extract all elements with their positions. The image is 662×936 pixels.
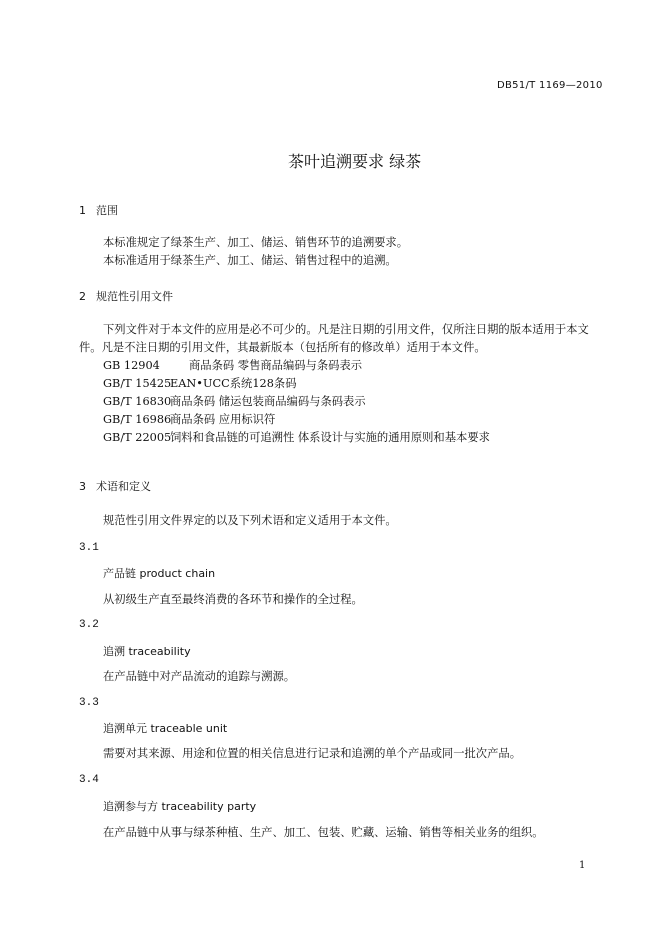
paragraph: 规范性引用文件界定的以及下列术语和定义适用于本文件。 bbox=[103, 514, 397, 527]
term-number: 3.2 bbox=[79, 619, 99, 631]
term-definition: 在产品链中对产品流动的追踪与溯源。 bbox=[103, 670, 296, 683]
reference-title: EAN•UCC系统128条码 bbox=[170, 377, 297, 390]
section-number: 2 bbox=[79, 290, 86, 303]
term-number: 3.3 bbox=[79, 697, 99, 709]
section-number: 1 bbox=[79, 204, 86, 217]
paragraph-line: 下列文件对于本文件的应用是必不可少的。凡是注日期的引用文件，仅所注日期的版本适用于本文 bbox=[103, 323, 589, 336]
reference-item bbox=[103, 375, 297, 391]
reference-title: 商品条码 储运包装商品编码与条码表示 bbox=[170, 395, 366, 408]
reference-item bbox=[103, 411, 275, 427]
section-number: 3 bbox=[79, 480, 86, 493]
page-title: 茶叶追溯要求 绿茶 bbox=[288, 152, 422, 171]
reference-item bbox=[103, 357, 362, 373]
section-title: 术语和定义 bbox=[96, 480, 151, 493]
reference-item bbox=[103, 393, 366, 409]
reference-code: GB 12904 bbox=[103, 359, 160, 372]
term-name: 追溯单元 traceable unit bbox=[103, 722, 228, 735]
term-definition: 在产品链中从事与绿茶种植、生产、加工、包装、贮藏、运输、销售等相关业务的组织。 bbox=[103, 826, 544, 839]
reference-title: 饲料和食品链的可追溯性 体系设计与实施的通用原则和基本要求 bbox=[170, 431, 490, 444]
reference-item bbox=[103, 429, 490, 445]
term-number: 3.1 bbox=[79, 542, 99, 554]
paragraph: 本标准规定了绿茶生产、加工、储运、销售环节的追溯要求。 bbox=[103, 236, 409, 249]
reference-code: GB/T 22005 bbox=[103, 431, 172, 444]
section-title: 规范性引用文件 bbox=[96, 290, 173, 303]
term-definition: 需要对其来源、用途和位置的相关信息进行记录和追溯的单个产品或同一批次产品。 bbox=[103, 747, 521, 760]
reference-title: 商品条码 应用标识符 bbox=[170, 413, 276, 426]
term-name: 产品链 product chain bbox=[103, 567, 216, 580]
term-name: 追溯 traceability bbox=[103, 645, 191, 658]
term-definition: 从初级生产直至最终消费的各环节和操作的全过程。 bbox=[103, 593, 363, 606]
section-2-heading bbox=[79, 288, 173, 304]
section-title: 范围 bbox=[96, 204, 118, 217]
section-3-heading bbox=[79, 478, 151, 494]
paragraph-line: 件。凡是不注日期的引用文件，其最新版本（包括所有的修改单）适用于本文件。 bbox=[79, 341, 486, 354]
reference-code: GB/T 15425 bbox=[103, 377, 172, 390]
reference-code: GB/T 16830 bbox=[103, 395, 172, 408]
reference-title: 商品条码 零售商品编码与条码表示 bbox=[189, 359, 363, 372]
document-id: DB51/T 1169—2010 bbox=[497, 80, 603, 91]
term-number: 3.4 bbox=[79, 774, 99, 786]
term-name: 追溯参与方 traceability party bbox=[103, 800, 257, 813]
page-number: 1 bbox=[579, 860, 586, 871]
section-1-heading bbox=[79, 202, 118, 218]
reference-code: GB/T 16986 bbox=[103, 413, 172, 426]
paragraph: 本标准适用于绿茶生产、加工、储运、销售过程中的追溯。 bbox=[103, 254, 397, 267]
